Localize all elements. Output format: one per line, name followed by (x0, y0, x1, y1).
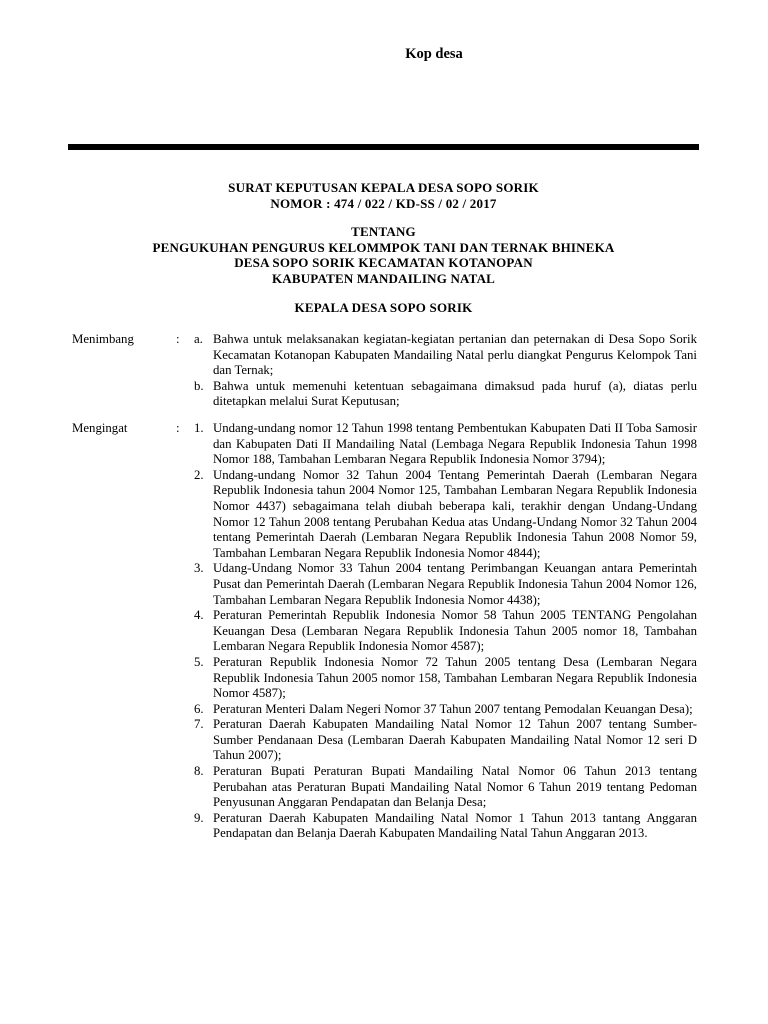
list-marker: 8. (194, 764, 204, 779)
list-item (194, 468, 697, 562)
list-item (194, 655, 697, 702)
list-item (194, 332, 697, 379)
list-item-text: Peraturan Daerah Kabupaten Mandailing Natal Nomor 1 Tahun 2013 tantang Anggaran Pendapatan dan Belanja Daerah Kabupaten Mandailing Natal Tahun Anggaran 2013. (213, 810, 697, 841)
list-marker: 2. (194, 467, 204, 482)
issuer-heading: KEPALA DESA SOPO SORIK (294, 300, 473, 315)
decree-number: NOMOR : 474 / 022 / KD-SS / 02 / 2017 (270, 195, 497, 211)
menimbang-list (194, 332, 697, 410)
letterhead-title: Kop desa (405, 46, 463, 62)
list-item-text: Bahwa untuk memenuhi ketentuan sebagaimana dimaksud pada huruf (a), diatas perlu ditetapkan melalui Surat Keputusan; (213, 378, 697, 409)
list-marker: 9. (194, 810, 204, 825)
list-marker: 1. (194, 421, 204, 435)
list-item-text: Udang-Undang Nomor 33 Tahun 2004 tentang Perimbangan Keuangan antara Pemerintah Pusat dan Pemerintah Daerah (Lembaran Negara Republik Indonesia Tahun 2004 Nomor 126, Tambahan Lembaran Negara Republik Indonesia Nomor 4438); (213, 561, 697, 607)
list-item (194, 421, 697, 468)
subject-line: KABUPATEN MANDAILING NATAL (271, 270, 496, 286)
letterhead-divider (68, 144, 699, 150)
list-item-text: Undang-undang nomor 12 Tahun 1998 tentang Pembentukan Kabupaten Dati II Toba Samosir dan Kabupaten Dati II Mandailing Natal (Lembaga Negara Republik Indonesia Tahun 1998 Nomor 188, Tambahan Lembaran Negara Republik Indonesia Nomor 3794); (213, 421, 697, 467)
list-marker: 6. (194, 701, 204, 716)
list-item (194, 702, 697, 718)
list-item-text: Peraturan Republik Indonesia Nomor 72 Tahun 2005 tentang Desa (Lembaran Negara Republik Indonesia Tahun 2005 nomor 158, Tambahan Lembaran Negara Republik Indonesia Nomor 4587); (213, 654, 697, 701)
mengingat-list (194, 421, 697, 842)
list-item-text: Peraturan Daerah Kabupaten Mandailing Natal Nomor 12 Tahun 2007 tentang Sumber-Sumber Pendanaan Desa (Lembaran Daerah Kabupaten Mandailing Natal Nomor 12 seri D Tahun 2007); (213, 717, 697, 763)
list-item (194, 717, 697, 764)
list-item-text: Peraturan Pemerintah Republik Indonesia Nomor 58 Tahun 2005 TENTANG Pengolahan Keuangan Desa (Lembaran Negara Republik Indonesia Tahun 2005 nomor 18, Tambahan Lembaran Negara Republik Indonesia Nomor 4587); (213, 608, 697, 654)
tentang-label: TENTANG (351, 224, 416, 239)
list-marker: a. (194, 332, 203, 346)
decree-subject (68, 224, 699, 286)
menimbang-label: Menimbang (72, 332, 134, 346)
list-item (194, 608, 697, 655)
list-item (194, 811, 697, 842)
subject-line: PENGUKUHAN PENGURUS KELOMMPOK TANI DAN TERNAK BHINEKA (152, 239, 615, 255)
list-marker: b. (194, 378, 204, 393)
list-item-text: Bahwa untuk melaksanakan kegiatan-kegiatan pertanian dan peternakan di Desa Sopo Sorik Kecamatan Kotanopan Kabupaten Mandailing Natal perlu diangkat Pengurus Kelompok Tani dan Ternak; (213, 332, 697, 378)
section-colon: : (176, 332, 180, 346)
list-marker: 7. (194, 717, 204, 732)
list-item (194, 379, 697, 410)
list-item-text: Undang-undang Nomor 32 Tahun 2004 Tentang Pemerintah Daerah (Lembaran Negara Republik Indonesia tahun 2004 Nomor 125, Tambahan Lembaran Negara Republik Indonesia Nomor 4437) sebagaimana telah diubah beberapa kali, terakhir dengan Undang-Undang Nomor 12 Tahun 2008 tentang Perubahan Kedua atas Undang-Undang Nomor 32 Tahun 2004 tentang Pemerintah Daerah (Lembaran Negara Republik Indonesia Tahun 2008 Nomor 59, Tambahan Lembaran Negara Republik Indonesia Nomor 4844); (213, 467, 697, 560)
list-item-text: Peraturan Bupati Peraturan Bupati Mandailing Natal Nomor 06 Tahun 2013 tentang Perubahan atas Peraturan Bupati Mandailing Natal Nomor 6 Tahun 2019 tentang Pedoman Penyusunan Anggaran Pendapatan dan Belanja Desa; (213, 764, 697, 810)
subject-line: DESA SOPO SORIK KECAMATAN KOTANOPAN (234, 255, 533, 270)
list-item (194, 561, 697, 608)
list-marker: 3. (194, 561, 204, 576)
decree-title-line: SURAT KEPUTUSAN KEPALA DESA SOPO SORIK (228, 180, 539, 195)
list-marker: 5. (194, 654, 204, 669)
list-item-text: Peraturan Menteri Dalam Negeri Nomor 37 Tahun 2007 tentang Pemodalan Keuangan Desa); (213, 701, 693, 716)
list-item (194, 764, 697, 811)
list-marker: 4. (194, 608, 204, 623)
section-colon: : (176, 421, 180, 435)
decree-title (68, 180, 699, 211)
mengingat-label: Mengingat (72, 421, 128, 435)
